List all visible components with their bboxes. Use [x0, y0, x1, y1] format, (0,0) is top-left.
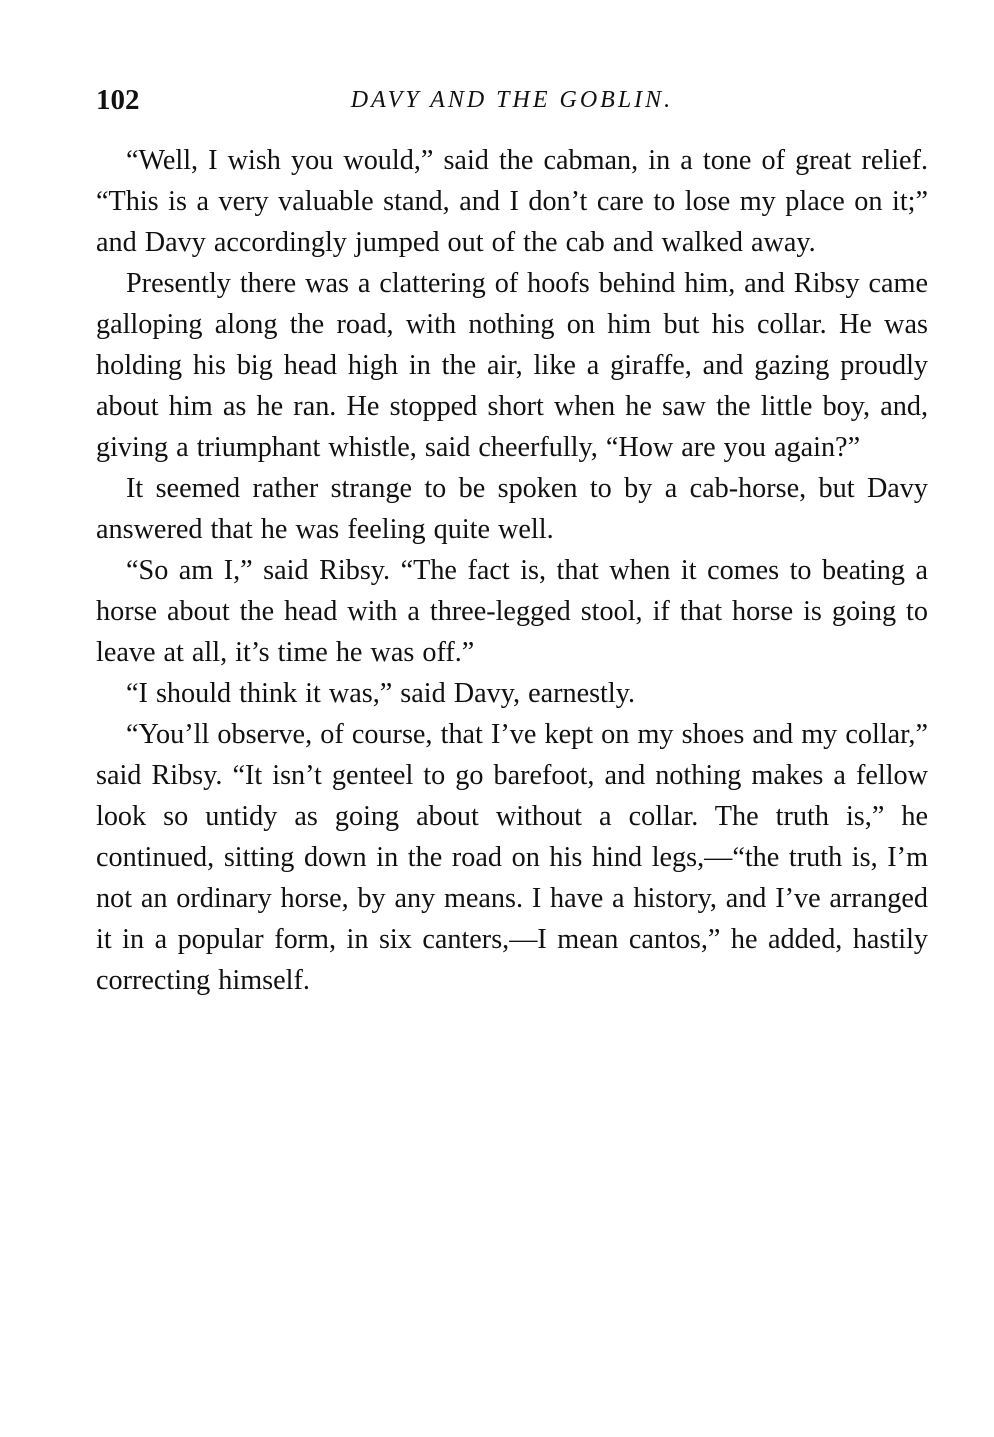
paragraph: “Well, I wish you would,” said the cabman, in a tone of great relief. “This is a very valuable stand, and I don’t care to lose my place on it;” and Davy accordingly jumped out of the cab and walked away. [96, 145, 928, 258]
book-title: DAVY AND THE GOBLIN. [350, 87, 674, 113]
body-text [96, 140, 928, 1001]
book-page [96, 76, 928, 1001]
page-number: 102 [96, 84, 140, 116]
paragraph: “You’ll observe, of course, that I’ve kept on my shoes and my collar,” said Ribsy. “It isn’t genteel to go barefoot, and nothing makes a fellow look so untidy as going about without a collar. The truth is,” he continued, sitting down in the road on his hind legs,—“the truth is, I’m not an ordinary horse, by any means. I have a history, and I’ve arranged it in a popular form, in six canters,—I mean cantos,” he added, hastily correcting himself. [96, 719, 928, 996]
paragraph: It seemed rather strange to be spoken to by a cab-horse, but Davy answered that he was feeling quite well. [96, 473, 928, 545]
paragraph: “I should think it was,” said Davy, earnestly. [126, 678, 636, 709]
paragraph: “So am I,” said Ribsy. “The fact is, that when it comes to beating a horse about the head with a three-legged stool, if that horse is going to leave at all, it’s time he was off.” [96, 555, 928, 668]
paragraph: Presently there was a clattering of hoofs behind him, and Ribsy came galloping along the road, with nothing on him but his collar. He was holding his big head high in the air, like a giraffe, and gazing proudly about him as he ran. He stopped short when he saw the little boy, and, giving a triumphant whistle, said cheerfully, “How are you again?” [96, 268, 928, 463]
running-head [96, 76, 928, 124]
